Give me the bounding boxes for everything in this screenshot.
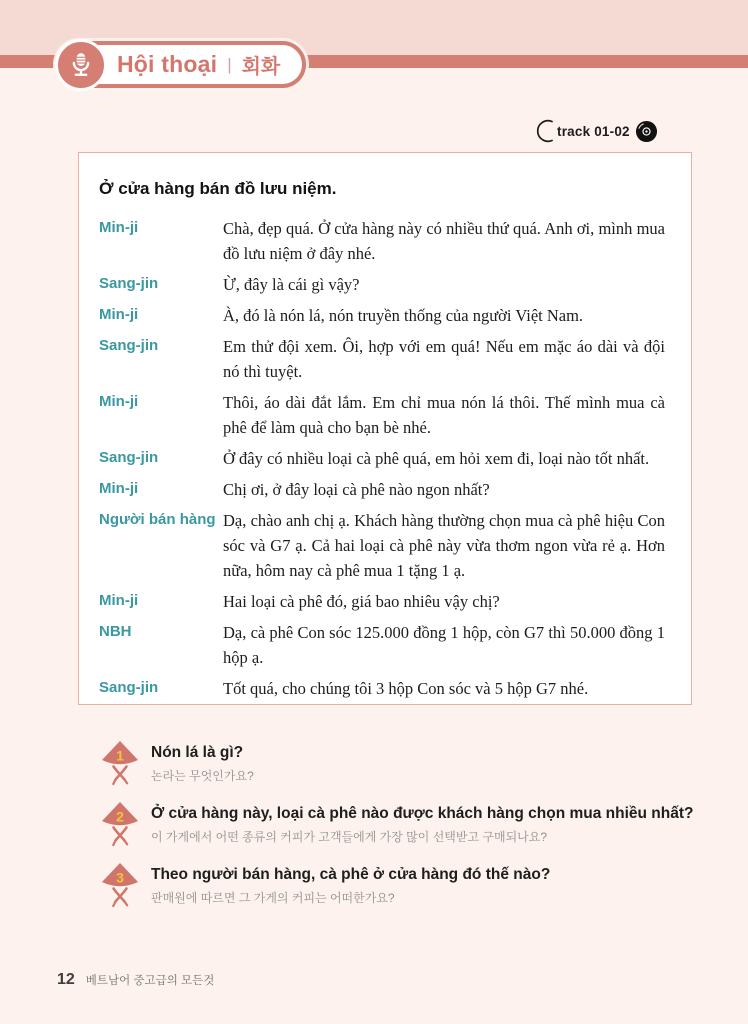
question-texts <box>151 863 550 906</box>
speaker-name: Sang-jin <box>99 679 159 696</box>
dialogue-line <box>99 620 665 670</box>
speaker-text: Ừ, đây là cái gì vậy? <box>223 275 360 294</box>
question-item <box>100 741 700 789</box>
speaker-text: Chị ơi, ở đây loại cà phê nào ngon nhất? <box>223 480 490 499</box>
question-korean: 이 가게에서 어떤 종류의 커피가 고객들에게 가장 많이 선택받고 구매되나요? <box>151 830 548 844</box>
conical-hat-icon <box>100 739 140 789</box>
dialogue-line <box>99 446 665 471</box>
vinyl-disc-icon <box>635 120 658 143</box>
dialogue-line <box>99 334 665 384</box>
question-item <box>100 802 700 850</box>
dialogue-line <box>99 676 665 701</box>
speaker-name: Min-ji <box>99 219 139 236</box>
speaker-text: Em thử đội xem. Ôi, hợp với em quá! Nếu em mặc áo dài và đội nó thì tuyệt. <box>223 337 665 381</box>
speaker-name: Sang-jin <box>99 337 159 354</box>
section-title-vietnamese: Hội thoại <box>117 51 218 77</box>
conical-hat-icon <box>100 861 140 911</box>
audio-track-chip <box>536 118 658 144</box>
dialogue-line <box>99 390 665 440</box>
dialogue-box <box>78 152 692 705</box>
microphone-icon <box>55 39 107 91</box>
speaker-name: Min-ji <box>99 393 139 410</box>
dialogue-title: Ở cửa hàng bán đồ lưu niệm. <box>99 179 337 198</box>
dialog-lines <box>99 216 665 701</box>
question-texts <box>151 741 254 784</box>
book-title: 베트남어 중고급의 모든것 <box>85 975 215 987</box>
speaker-name: Min-ji <box>99 306 139 323</box>
speaker-text: Dạ, cà phê Con sóc 125.000 đồng 1 hộp, còn G7 thì 50.000 đồng 1 hộp ạ. <box>223 623 665 667</box>
question-texts <box>151 802 694 845</box>
dialogue-line <box>99 303 665 328</box>
speaker-name: Sang-jin <box>99 275 159 292</box>
dialogue-line <box>99 216 665 266</box>
question-korean: 판매원에 따르면 그 가게의 커피는 어떠한가요? <box>151 891 395 905</box>
speaker-text: Dạ, chào anh chị ạ. Khách hàng thường chọn mua cà phê hiệu Con sóc và G7 ạ. Cả hai loại cà phê này vừa thơm ngon vừa rẻ ạ. Hơn nữa, hôm nay cà phê mua 1 tặng 1 ạ. <box>223 511 665 580</box>
speaker-name: Người bán hàng <box>99 511 216 528</box>
question-vietnamese: Theo người bán hàng, cà phê ở cửa hàng đó thế nào? <box>151 866 551 883</box>
page-footer <box>57 971 214 989</box>
conical-hat-icon <box>100 800 140 850</box>
question-vietnamese: Nón lá là gì? <box>151 744 244 761</box>
speaker-text: Ở đây có nhiều loại cà phê quá, em hỏi xem đi, loại nào tốt nhất. <box>223 449 650 468</box>
question-number: 3 <box>116 869 124 886</box>
section-header-pill <box>56 41 306 88</box>
speaker-name: NBH <box>99 623 132 640</box>
comprehension-questions <box>100 741 700 924</box>
question-korean: 논라는 무엇인가요? <box>151 769 254 783</box>
dialogue-line <box>99 508 665 583</box>
page-number: 12 <box>57 971 75 988</box>
dialogue-line <box>99 589 665 614</box>
speaker-text: Chà, đẹp quá. Ở cửa hàng này có nhiều thứ quá. Anh ơi, mình mua đồ lưu niệm ở đây nhé. <box>223 219 665 263</box>
question-number: 2 <box>116 808 124 825</box>
speaker-name: Min-ji <box>99 480 139 497</box>
section-title-korean: 회화 <box>241 56 281 78</box>
speaker-text: Tốt quá, cho chúng tôi 3 hộp Con sóc và 5 hộp G7 nhé. <box>223 679 589 698</box>
question-item <box>100 863 700 911</box>
dialogue-line <box>99 477 665 502</box>
speaker-text: Hai loại cà phê đó, giá bao nhiêu vậy chị? <box>223 592 500 611</box>
title-divider: | <box>227 54 232 74</box>
track-label: track 01-02 <box>557 123 630 139</box>
dialogue-line <box>99 272 665 297</box>
speaker-name: Min-ji <box>99 592 139 609</box>
question-number: 1 <box>116 747 124 764</box>
speaker-name: Sang-jin <box>99 449 159 466</box>
question-vietnamese: Ở cửa hàng này, loại cà phê nào được khách hàng chọn mua nhiều nhất? <box>151 805 694 822</box>
open-bracket-arc <box>536 118 555 144</box>
speaker-text: À, đó là nón lá, nón truyền thống của người Việt Nam. <box>223 306 584 325</box>
speaker-text: Thôi, áo dài đắt lắm. Em chỉ mua nón lá thôi. Thế mình mua cà phê để làm quà cho bạn bè nhé. <box>223 393 665 437</box>
